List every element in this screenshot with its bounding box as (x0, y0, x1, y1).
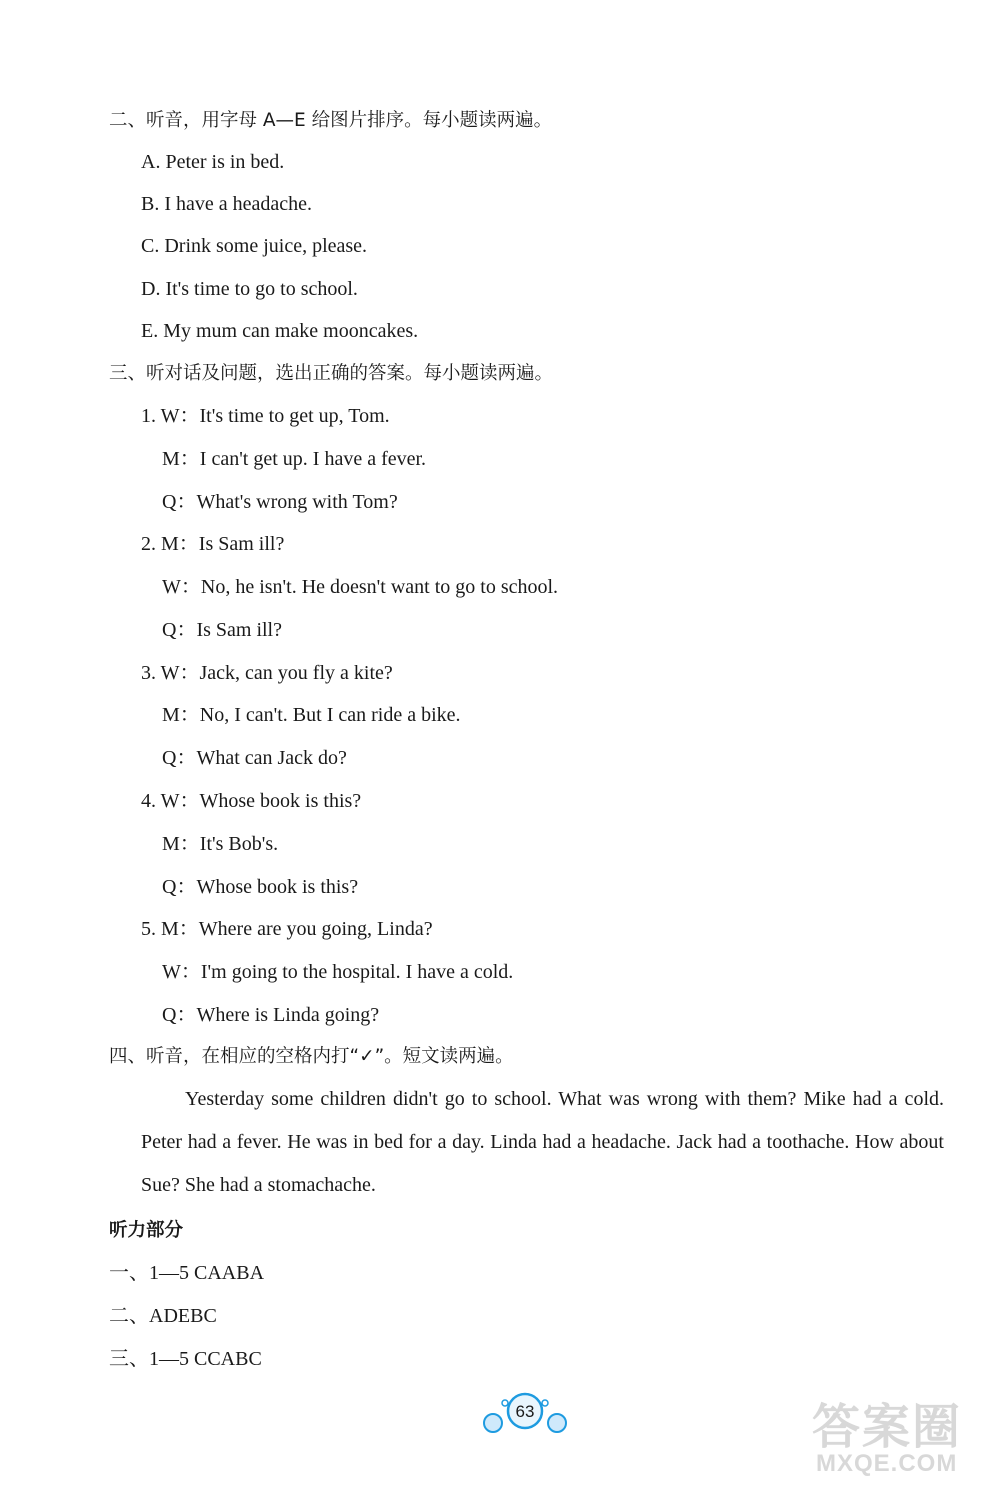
section-4-heading: 四、听音，在相应的空格内打“✓”。短文读两遍。 (109, 1046, 514, 1067)
option-e: E. My mum can make mooncakes. (141, 320, 419, 342)
dialog-4-question: Q：Whose book is this? (162, 876, 359, 898)
dialog-5-line-1: 5. M：Where are you going, Linda? (141, 918, 433, 940)
answer-line-1: 一、1—5 CAABA (109, 1262, 265, 1284)
watermark-url: MXQE.COM (816, 1450, 958, 1477)
section-4-passage (141, 1078, 944, 1207)
dialog-1-line-1: 1. W：It's time to get up, Tom. (141, 405, 390, 427)
dialog-2-line-1: 2. M：Is Sam ill? (141, 533, 285, 555)
option-c: C. Drink some juice, please. (141, 235, 368, 257)
answer-line-3: 三、1—5 CCABC (109, 1348, 262, 1370)
dialog-1-line-2: M：I can't get up. I have a fever. (162, 448, 427, 470)
option-b: B. I have a headache. (141, 193, 313, 215)
dialog-3-line-2: M：No, I can't. But I can ride a bike. (162, 704, 461, 726)
passage-text: Yesterday some children didn't go to school. What was wrong with them? Mike had a cold. Peter had a fever. He was in bed for a day. Linda had a headache. Jack had a toothache. How about Sue? She had a stomachache. (141, 1088, 944, 1196)
answers-heading: 听力部分 (109, 1220, 184, 1241)
dialog-3-question: Q：What can Jack do? (162, 747, 347, 769)
option-d: D. It's time to go to school. (141, 278, 358, 300)
section-3-heading: 三、听对话及问题，选出正确的答案。每小题读两遍。 (109, 363, 554, 384)
dialog-1-question: Q：What's wrong with Tom? (162, 491, 398, 513)
dialog-3-line-1: 3. W：Jack, can you fly a kite? (141, 662, 393, 684)
page-number: 63 (515, 1402, 535, 1421)
watermark-title: 答案圈 (812, 1399, 963, 1455)
dialog-2-question: Q：Is Sam ill? (162, 619, 282, 641)
watermark-logo (812, 1388, 992, 1484)
dialog-2-line-2: W：No, he isn't. He doesn't want to go to school. (162, 576, 559, 598)
dialog-5-line-2: W：I'm going to the hospital. I have a cold. (162, 961, 514, 983)
section-2-heading: 二、听音，用字母 A—E 给图片排序。每小题读两遍。 (109, 110, 553, 131)
page-number-badge (481, 1390, 569, 1436)
dialog-5-question: Q：Where is Linda going? (162, 1004, 380, 1026)
dialog-4-line-1: 4. W：Whose book is this? (141, 790, 362, 812)
option-a: A. Peter is in bed. (141, 151, 285, 173)
answer-line-2: 二、ADEBC (109, 1305, 217, 1327)
dialog-4-line-2: M：It's Bob's. (162, 833, 279, 855)
